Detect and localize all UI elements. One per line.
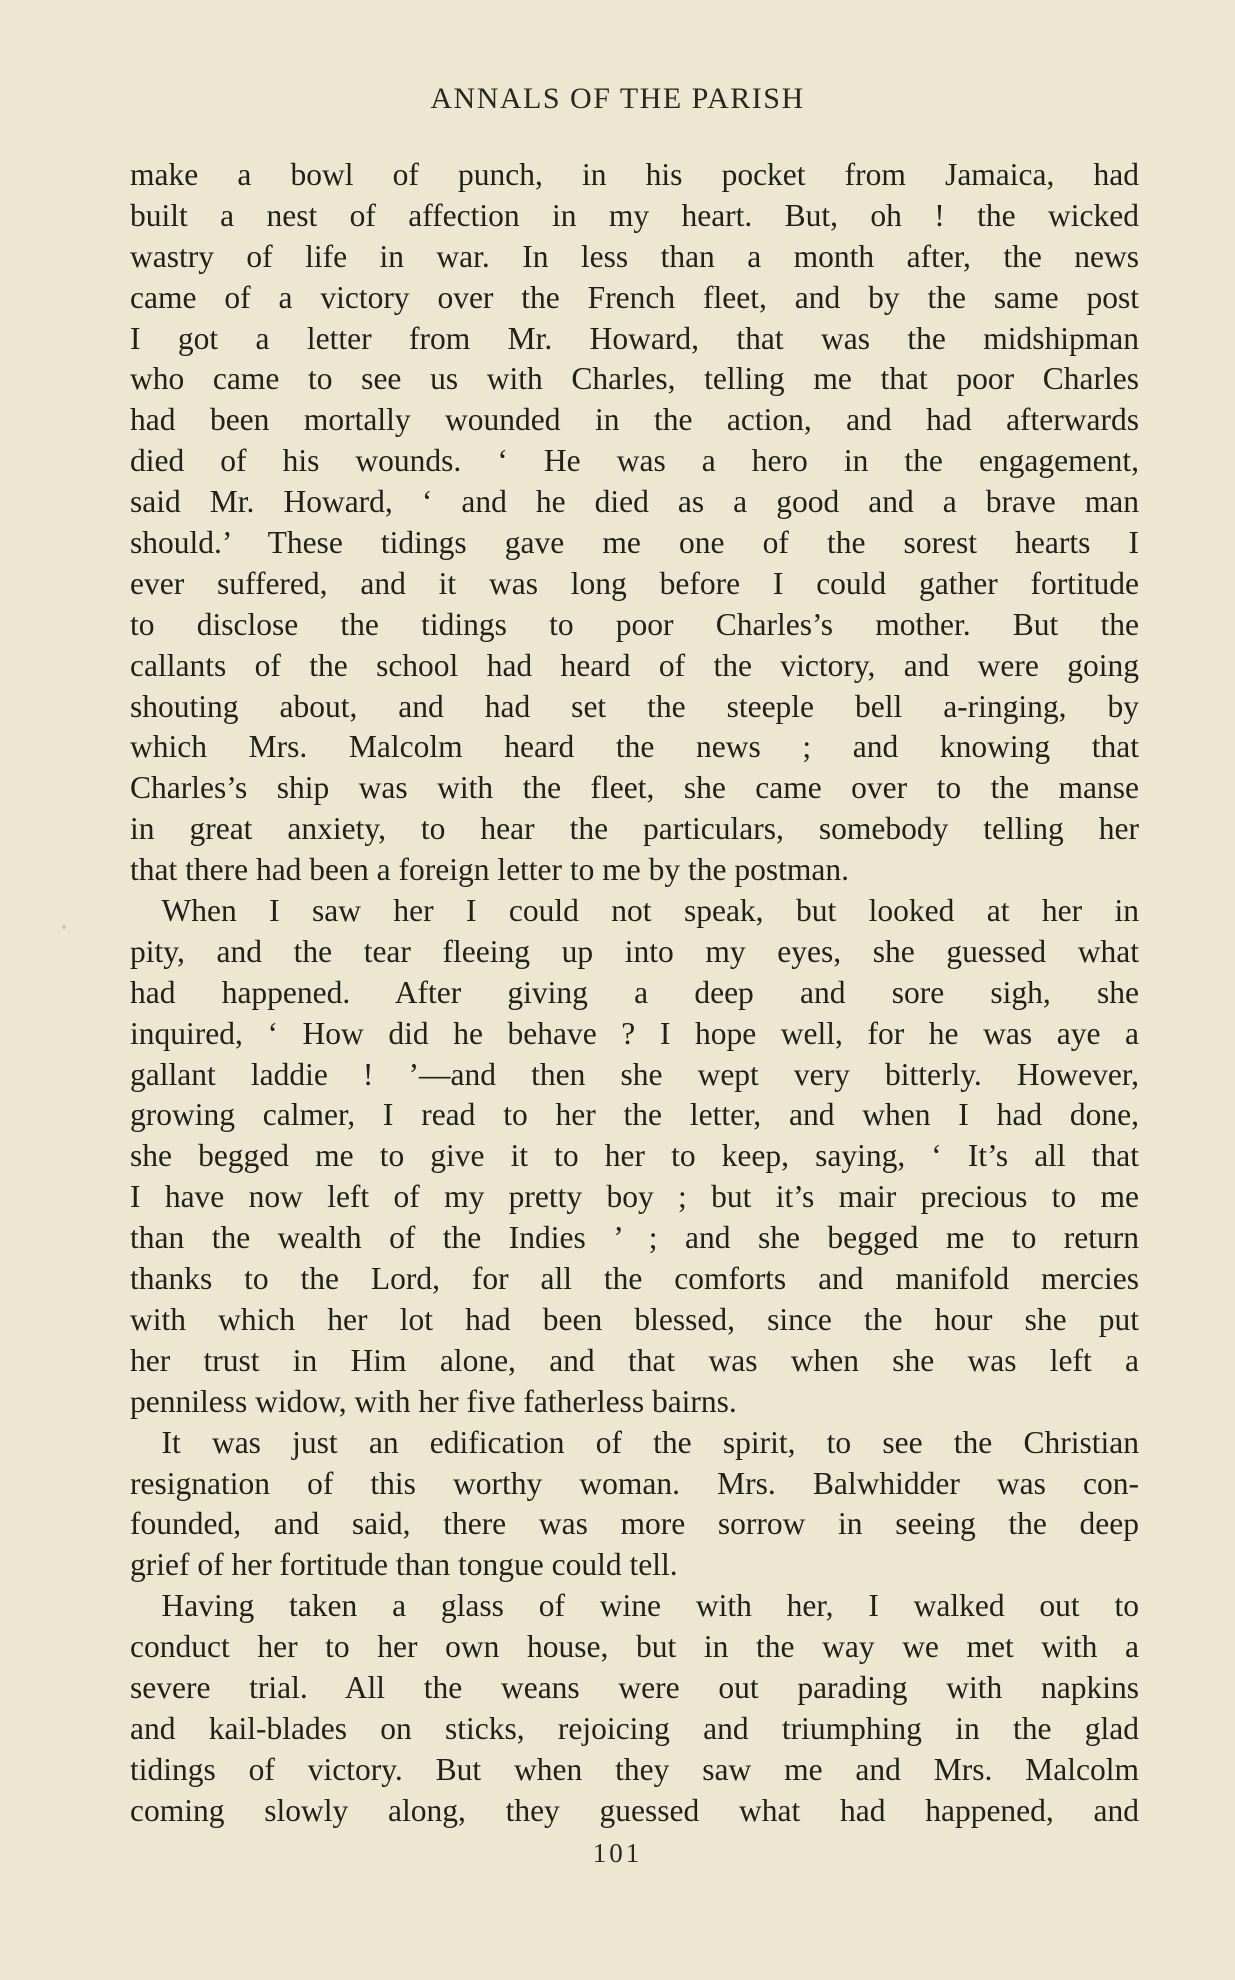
- page-number: 101: [592, 1838, 643, 1868]
- text-line: she begged me to give it to her to keep, saying, ‘ It’s all that: [130, 1138, 1139, 1174]
- text-line: founded, and said, there was more sorrow in seeing the deep: [130, 1506, 1139, 1542]
- text-line: had happened. After giving a deep and sore sigh, she: [130, 974, 1139, 1010]
- text-line: with which her lot had been blessed, since the hour she put: [130, 1301, 1139, 1337]
- text-line: who came to see us with Charles, telling me that poor Charles: [130, 361, 1139, 397]
- text-line: conduct her to her own house, but in the way we met with a: [130, 1629, 1139, 1665]
- text-line: coming slowly along, they guessed what had happened, and: [130, 1792, 1139, 1828]
- text-line: gallant laddie ! ’—and then she wept very bitterly. However,: [130, 1056, 1139, 1092]
- text-line: in great anxiety, to hear the particulars, somebody telling her: [130, 811, 1139, 847]
- text-line: ever suffered, and it was long before I could gather fortitude: [130, 565, 1139, 601]
- body-text: [130, 155, 1139, 1832]
- text-line: should.’ These tidings gave me one of the sorest hearts I: [130, 525, 1139, 561]
- text-line: to disclose the tidings to poor Charles’s mother. But the: [130, 606, 1139, 642]
- text-line: callants of the school had heard of the victory, and were going: [130, 647, 1139, 683]
- text-line: built a nest of affection in my heart. But, oh ! the wicked: [130, 197, 1139, 233]
- text-line: tidings of victory. But when they saw me and Mrs. Malcolm: [130, 1751, 1139, 1787]
- text-line: wastry of life in war. In less than a month after, the news: [130, 238, 1139, 274]
- text-line: pity, and the tear fleeing up into my eyes, she guessed what: [130, 933, 1139, 969]
- page-speck: [62, 925, 66, 929]
- text-line: I have now left of my pretty boy ; but it’s mair precious to me: [130, 1179, 1139, 1215]
- text-line: When I saw her I could not speak, but looked at her in: [130, 893, 1139, 929]
- text-line: Having taken a glass of wine with her, I walked out to: [130, 1588, 1139, 1624]
- text-line: shouting about, and had set the steeple bell a-ringing, by: [130, 688, 1139, 724]
- text-line: make a bowl of punch, in his pocket from Jamaica, had: [130, 157, 1139, 192]
- text-line: said Mr. Howard, ‘ and he died as a good and a brave man: [130, 484, 1139, 520]
- text-line: than the wealth of the Indies ’ ; and she begged me to return: [130, 1220, 1139, 1256]
- text-line: and kail-blades on sticks, rejoicing and triumphing in the glad: [130, 1710, 1139, 1746]
- text-line: grief of her fortitude than tongue could tell.: [130, 1547, 678, 1583]
- text-line: her trust in Him alone, and that was when she was left a: [130, 1342, 1139, 1378]
- text-line: came of a victory over the French fleet, and by the same post: [130, 279, 1139, 315]
- text-line: resignation of this worthy woman. Mrs. Balwhidder was con-: [130, 1465, 1139, 1501]
- running-head: ANNALS OF THE PARISH: [430, 82, 805, 115]
- text-line: It was just an edification of the spirit, to see the Christian: [130, 1424, 1139, 1460]
- text-line: severe trial. All the weans were out parading with napkins: [130, 1669, 1139, 1705]
- text-line: which Mrs. Malcolm heard the news ; and knowing that: [130, 729, 1139, 765]
- text-line: that there had been a foreign letter to me by the postman.: [130, 852, 849, 888]
- text-line: died of his wounds. ‘ He was a hero in the engagement,: [130, 443, 1139, 479]
- text-line: penniless widow, with her five fatherless bairns.: [130, 1383, 737, 1419]
- text-line: Charles’s ship was with the fleet, she came over to the manse: [130, 770, 1139, 806]
- text-line: thanks to the Lord, for all the comforts and manifold mercies: [130, 1261, 1139, 1297]
- text-line: growing calmer, I read to her the letter, and when I had done,: [130, 1097, 1139, 1133]
- text-line: I got a letter from Mr. Howard, that was the midshipman: [130, 320, 1139, 356]
- text-line: inquired, ‘ How did he behave ? I hope well, for he was aye a: [130, 1015, 1139, 1051]
- text-line: had been mortally wounded in the action, and had afterwards: [130, 402, 1139, 438]
